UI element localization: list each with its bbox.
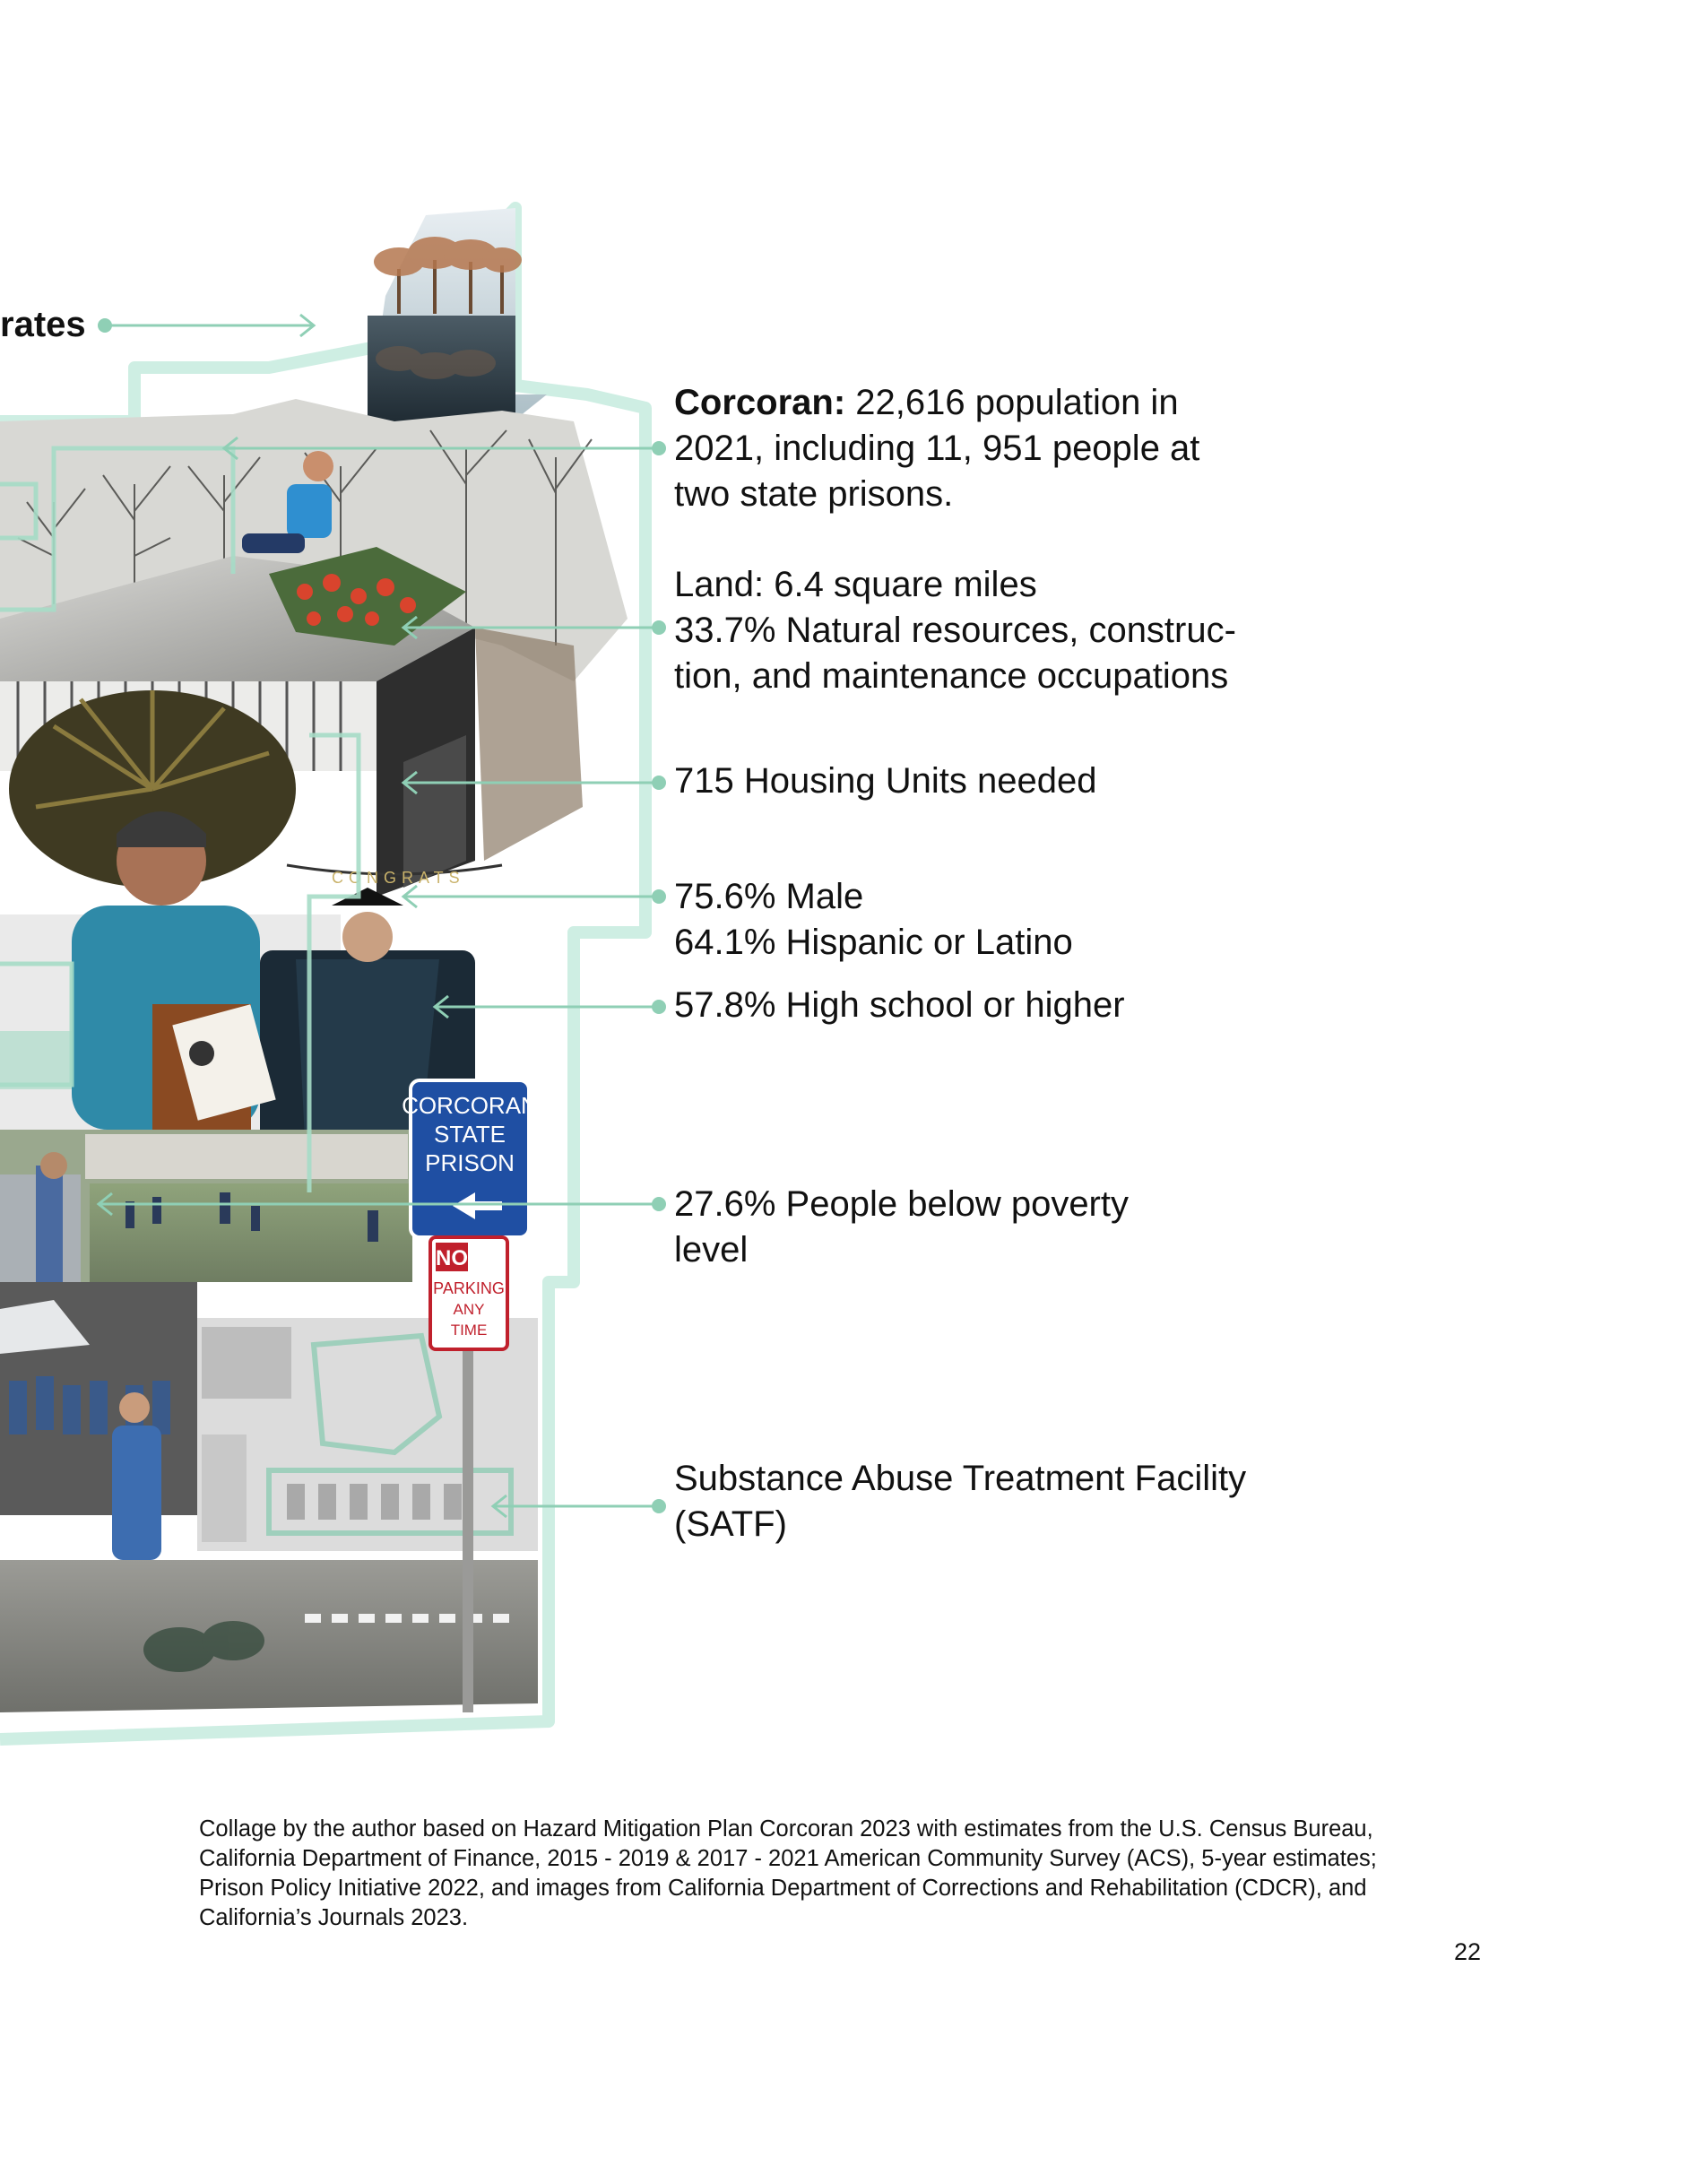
population-line-2: 2021, including 11, 951 people at [674,429,1200,468]
caption-line-2: California Department of Finance, 2015 - 2019 & 2017 - 2021 American Community Survey (ACS), 5-year estimates; [199,1846,1377,1871]
any-text: ANY [453,1301,485,1318]
land-fact [674,562,1236,699]
banner-text: CONGRATS [332,869,465,887]
population-count: 22,616 population in [845,383,1179,422]
satf-line-2: (SATF) [674,1504,787,1544]
demographics-line-2: 64.1% Hispanic or Latino [674,923,1073,962]
aerial-prison-map [197,1318,538,1551]
satf-line-1: Substance Abuse Treatment Facility [674,1459,1247,1498]
demographics-fact [674,874,1073,966]
housing-fact [674,758,1096,804]
satf-fact [674,1456,1246,1547]
city-name: Corcoran: [674,383,846,422]
education-fact [674,983,1125,1028]
corcoran-state-prison-sign [402,1080,538,1237]
demographics-line-1: 75.6% Male [674,877,864,916]
parking-text: PARKING [433,1279,505,1297]
caption-line-1: Collage by the author based on Hazard Mitigation Plan Corcoran 2023 with estimates from the U.S. Census Bureau, [199,1816,1373,1842]
caption-line-4: California’s Journals 2023. [199,1905,469,1930]
no-parking-sign [430,1237,507,1349]
rates-label: rates [0,305,86,344]
education-line: 57.8% High school or higher [674,985,1125,1025]
figure-caption [199,1815,1490,1933]
page-number: 22 [1453,1938,1481,1965]
population-fact [674,380,1199,517]
land-line-1: Land: 6.4 square miles [674,565,1037,604]
land-line-2: 33.7% Natural resources, construc- [674,611,1236,650]
no-text: NO [436,1246,468,1270]
time-text: TIME [450,1322,488,1339]
caption-line-3: Prison Policy Initiative 2022, and images from California Department of Corrections and Rehabilitation (CDCR), and [199,1876,1367,1901]
population-line-3: two state prisons. [674,474,954,514]
poverty-line-1: 27.6% People below poverty [674,1184,1129,1224]
housing-line: 715 Housing Units needed [674,761,1097,801]
congrats-banner [287,865,502,887]
sign-line-2: STATE [434,1121,506,1148]
land-line-3: tion, and maintenance occupations [674,656,1229,696]
population-line-1 [674,380,1199,426]
poverty-line-2: level [674,1230,749,1270]
poverty-fact [674,1182,1129,1273]
sign-line-1: CORCORAN [402,1092,538,1119]
sign-line-3: PRISON [425,1149,515,1176]
parking-lot [0,1560,538,1712]
